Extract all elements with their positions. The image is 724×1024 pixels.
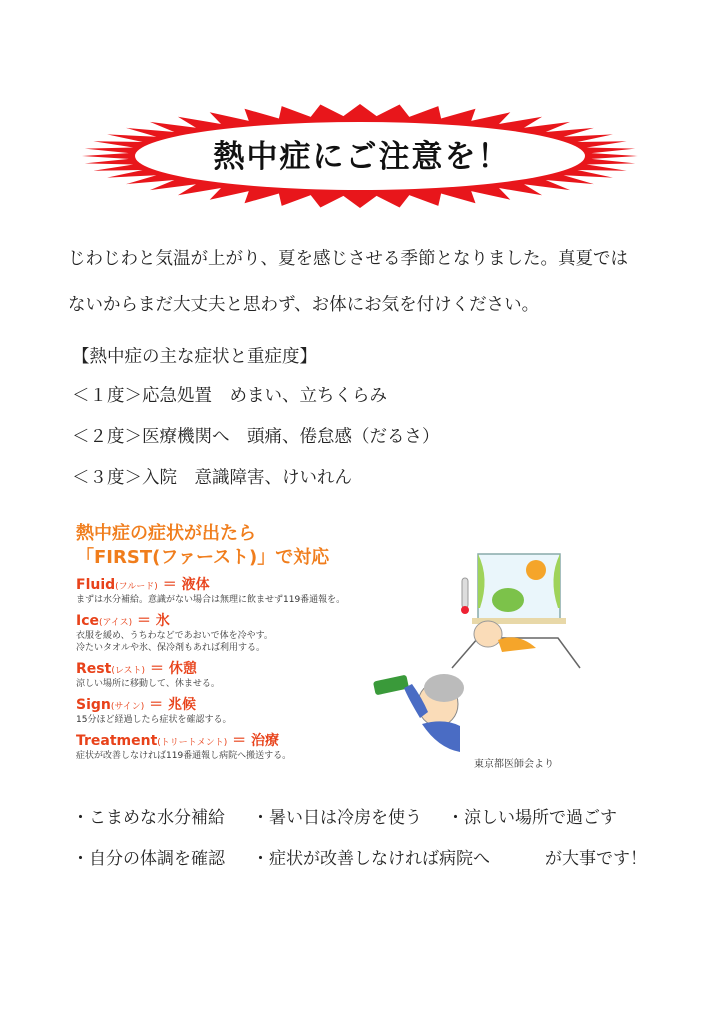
intro-line-1: じわじわと気温が上がり、夏を感じさせる季節となりました。真夏では bbox=[68, 249, 628, 269]
term-en: Fluid bbox=[76, 577, 116, 593]
tip-cool-place: ・涼しい場所で過ごす bbox=[447, 808, 617, 828]
symptom-level-2: ＜２度＞医療機関へ 頭痛、倦怠感（だるさ） bbox=[72, 427, 440, 447]
heatstroke-illustration bbox=[368, 548, 588, 758]
sun-icon bbox=[526, 560, 546, 580]
bottle-icon bbox=[373, 675, 409, 696]
tip-aircon: ・暑い日は冷房を使う bbox=[252, 808, 422, 828]
symptom-level-1: ＜１度＞応急処置 めまい、立ちくらみ bbox=[72, 386, 387, 406]
term-jp: ＝ 休憩 bbox=[149, 661, 197, 677]
symptom-level-3: ＜３度＞入院 意識障害、けいれん bbox=[72, 468, 352, 488]
term-ruby: (サイン) bbox=[110, 702, 145, 712]
tree-icon bbox=[492, 588, 524, 612]
tips-conclusion: が大事です！ bbox=[545, 849, 647, 869]
intro-line-2: ないからまだ大丈夫と思わず、お体にお気を付けください。 bbox=[68, 295, 540, 315]
tip-check-condition: ・自分の体調を確認 bbox=[72, 849, 225, 869]
symptoms-heading: 【熱中症の主な症状と重症度】 bbox=[72, 347, 317, 367]
term-desc: 15分ほど経過したら症状を確認する。 bbox=[76, 715, 232, 725]
term-jp: ＝ 液体 bbox=[162, 577, 210, 593]
lying-person-icon bbox=[474, 621, 502, 647]
term-en: Sign bbox=[76, 697, 111, 713]
term-jp: ＝ 兆候 bbox=[149, 697, 197, 713]
page-title: 熱中症にご注意を！ bbox=[213, 139, 511, 175]
term-desc: まずは水分補給。意識がない場合は無理に飲ませず119番通報を。 bbox=[76, 595, 346, 605]
term-desc: 症状が改善しなければ119番通報し病院へ搬送する。 bbox=[76, 751, 292, 761]
first-heading-2: 「FIRST(ファースト)」で対応 bbox=[76, 547, 330, 568]
term-desc: 衣服を緩め、うちわなどであおいで体を冷やす。 bbox=[76, 631, 273, 641]
intro-paragraph bbox=[68, 236, 668, 328]
term-desc: 冷たいタオルや氷、保冷剤もあれば利用する。 bbox=[76, 643, 266, 653]
source-credit: 東京都医師会より bbox=[474, 759, 554, 770]
first-heading-1: 熱中症の症状が出たら bbox=[76, 523, 256, 544]
term-ruby: (アイス) bbox=[99, 618, 133, 628]
term-desc: 涼しい場所に移動して、休ませる。 bbox=[76, 679, 220, 689]
term-en: Treatment bbox=[76, 733, 158, 749]
term-en: Ice bbox=[76, 613, 100, 629]
term-en: Rest bbox=[76, 661, 112, 677]
term-ruby: (トリートメント) bbox=[157, 738, 228, 748]
thermometer-icon bbox=[462, 578, 468, 608]
term-ruby: (レスト) bbox=[111, 666, 146, 676]
term-ruby: (フルード) bbox=[115, 582, 158, 592]
tip-hospital: ・症状が改善しなければ病院へ bbox=[252, 849, 490, 869]
term-jp: ＝ 治療 bbox=[232, 733, 279, 749]
term-jp: ＝ 氷 bbox=[137, 613, 170, 629]
tip-hydration: ・こまめな水分補給 bbox=[72, 808, 225, 828]
window-frame bbox=[478, 554, 560, 620]
